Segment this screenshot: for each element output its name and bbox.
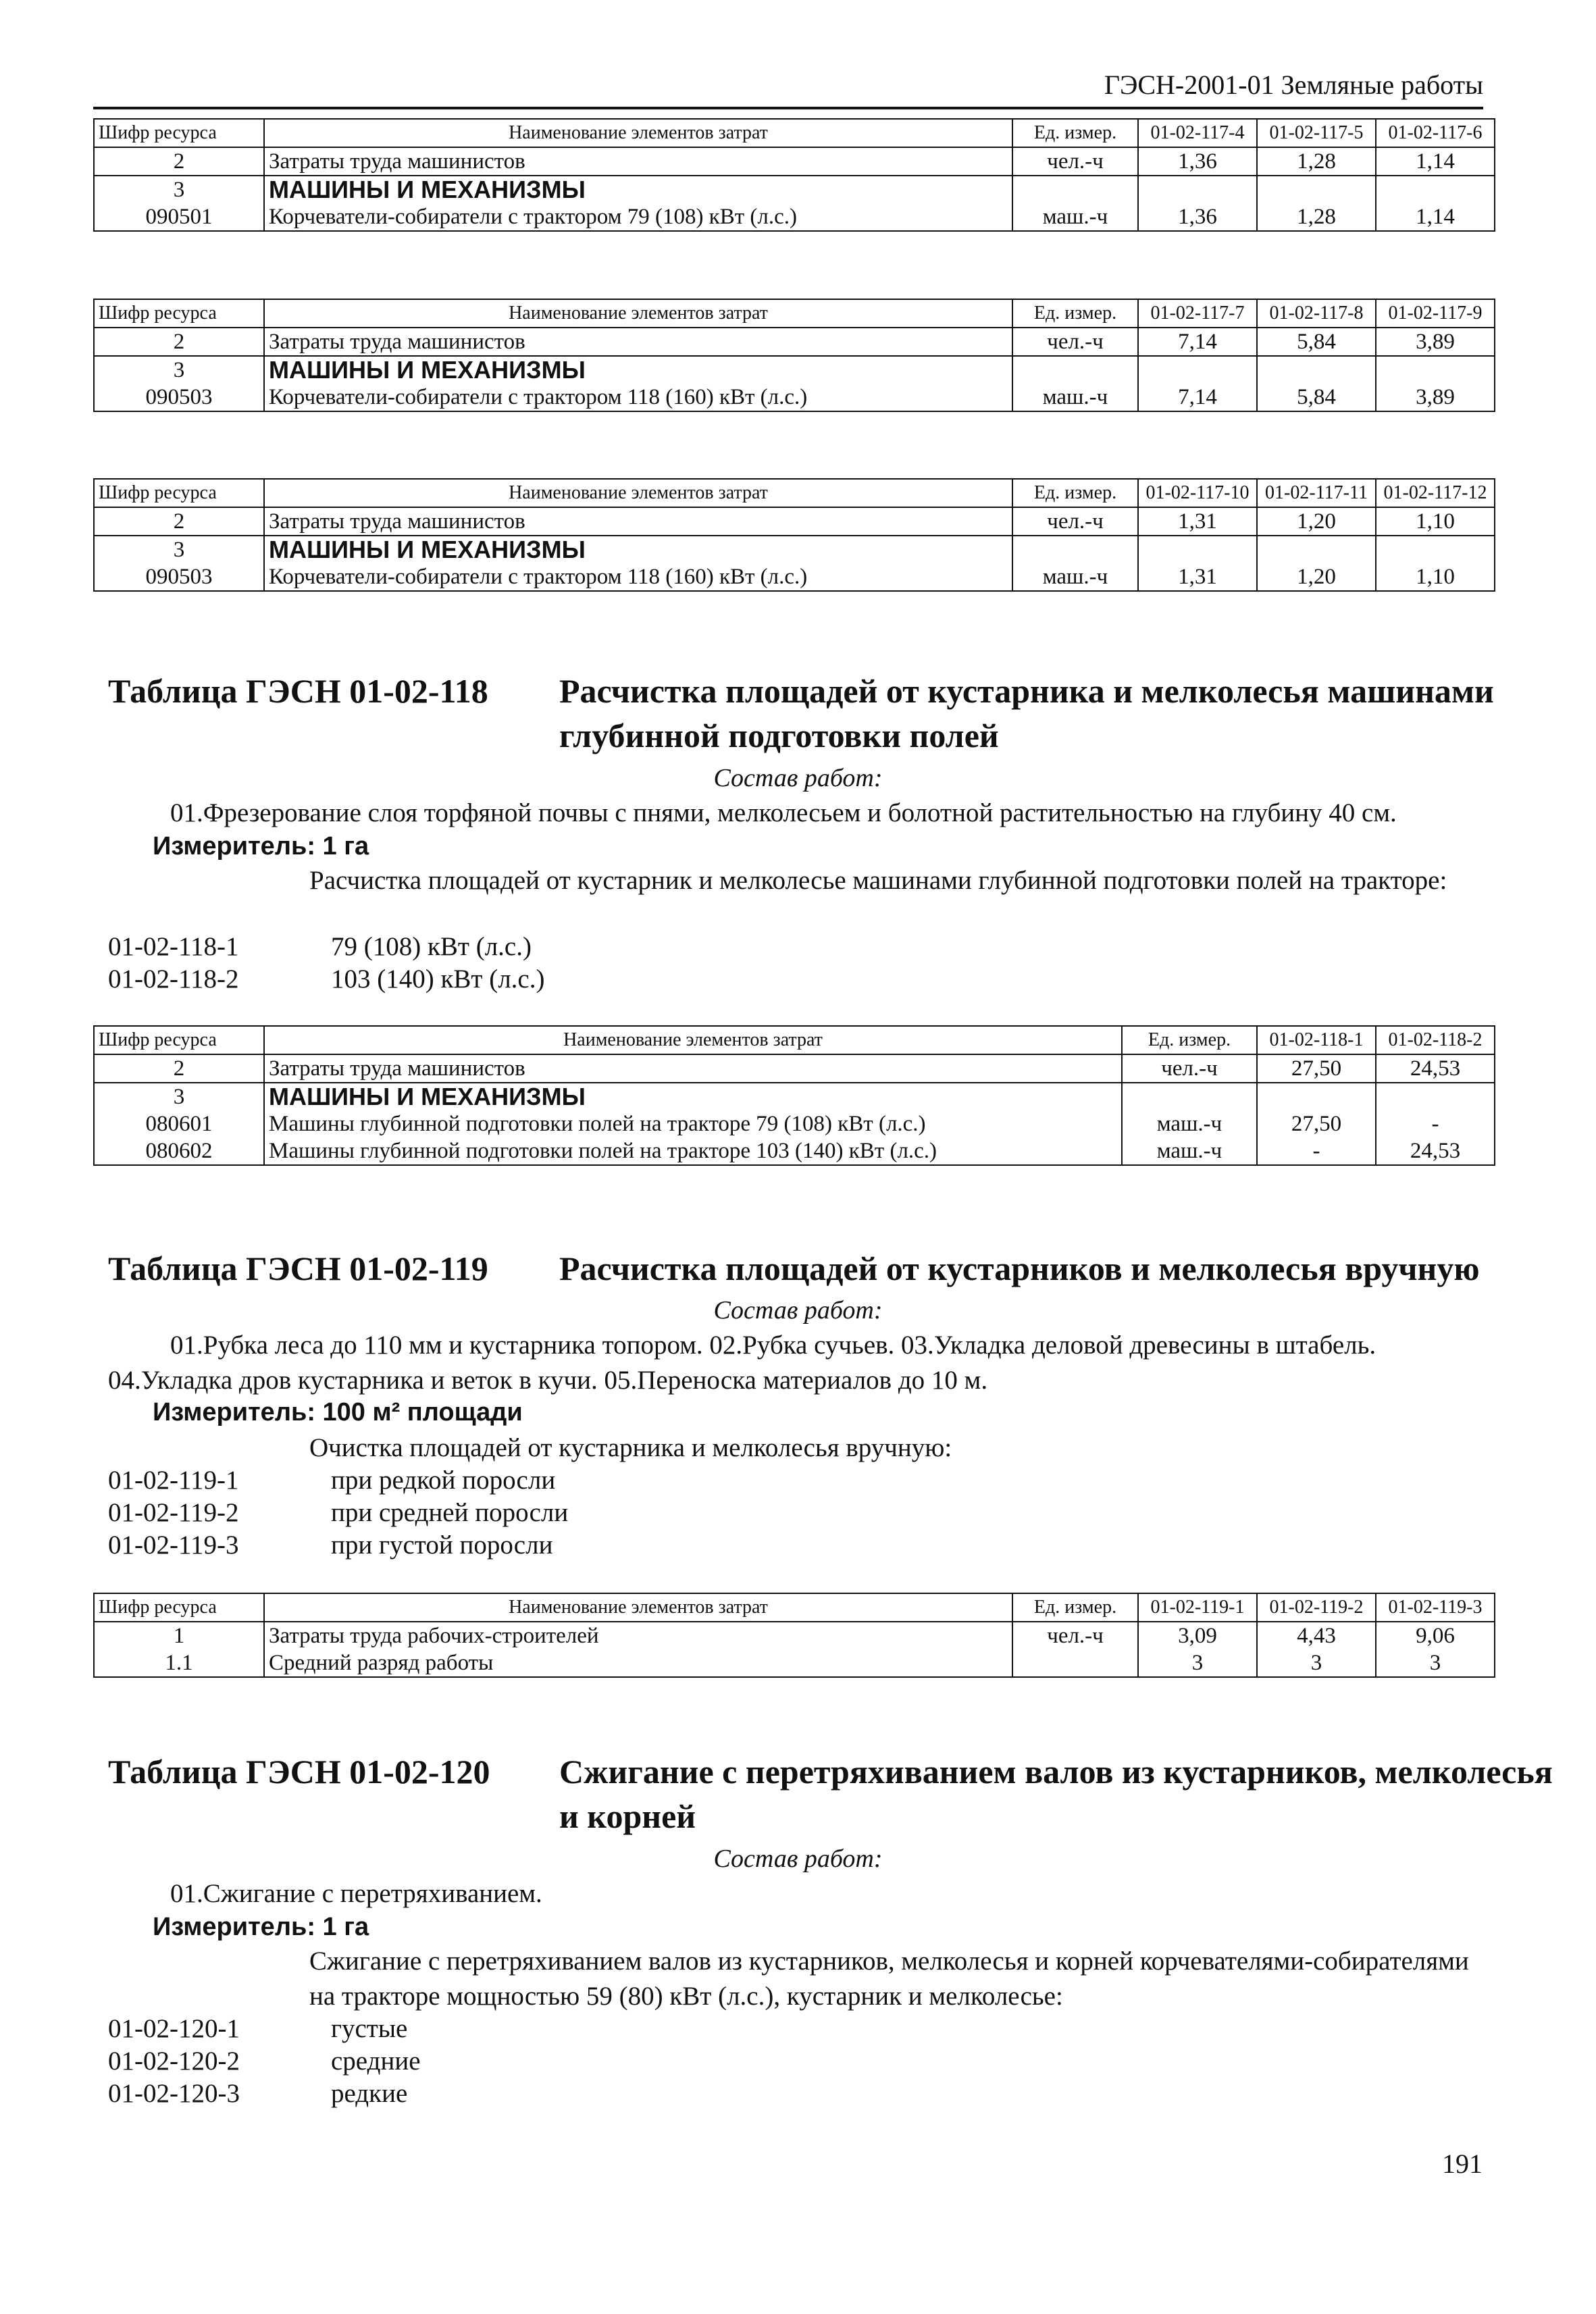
table-header-row xyxy=(94,119,1495,147)
cell-group-name: МАШИНЫ И МЕХАНИЗМЫ xyxy=(264,1083,1122,1110)
works-intro: Сжигание с перетряхиванием валов из кустарников, мелколесья и корней корчевателями-собирателями на тракторе мощностью 59 (80) кВт (л.с.), кустарник и мелколесье: xyxy=(309,1947,1469,2011)
table-group-row xyxy=(94,1083,1495,1110)
section-120-heading xyxy=(108,1749,1553,1837)
cell-value: 1,36 xyxy=(1138,147,1257,176)
table-header-row xyxy=(94,1593,1495,1622)
cell-value xyxy=(1376,176,1495,203)
cell-unit xyxy=(1122,1083,1257,1110)
table-number: Таблица ГЭСН 01-02-119 xyxy=(108,1250,488,1287)
cell-code: 2 xyxy=(94,1054,264,1083)
table-row xyxy=(94,384,1495,411)
section-119-heading xyxy=(108,1246,1499,1291)
col-header-unit: Ед. измер. xyxy=(1012,119,1138,147)
table-header-row xyxy=(94,299,1495,328)
col-header-id: 01-02-117-4 xyxy=(1138,119,1257,147)
col-header-id: 01-02-117-12 xyxy=(1376,479,1495,507)
col-header-name: Наименование элементов затрат xyxy=(264,1026,1122,1054)
composition-text: 01.Фрезерование слоя торфяной почвы с пнями, мелколесьем и болотной растительностью на глубину 40 см. xyxy=(170,798,1397,827)
cell-code: 090501 xyxy=(94,203,264,231)
cell-code: 080601 xyxy=(94,1110,264,1137)
cell-name: Средний разряд работы xyxy=(264,1649,1012,1677)
item-text: при густой поросли xyxy=(331,1531,553,1560)
item-code: 01-02-118-2 xyxy=(108,965,239,994)
cell-value xyxy=(1376,1083,1495,1110)
cell-value xyxy=(1257,176,1376,203)
cell-value: 1,36 xyxy=(1138,203,1257,231)
col-header-unit: Ед. измер. xyxy=(1122,1026,1257,1054)
cell-value xyxy=(1376,536,1495,563)
cell-value: 1,10 xyxy=(1376,563,1495,591)
table-group-row xyxy=(94,176,1495,203)
cell-name: Корчеватели-собиратели с трактором 118 (160) кВт (л.с.) xyxy=(264,563,1012,591)
cell-group-name: МАШИНЫ И МЕХАНИЗМЫ xyxy=(264,536,1012,563)
cell-unit xyxy=(1012,176,1138,203)
meter-label: Измеритель: 1 га xyxy=(153,1913,369,1941)
list-item xyxy=(108,2013,919,2045)
cell-value: 1,28 xyxy=(1257,203,1376,231)
col-header-unit: Ед. измер. xyxy=(1012,299,1138,328)
cell-value: 9,06 xyxy=(1376,1622,1495,1649)
table-number: Таблица ГЭСН 01-02-118 xyxy=(108,672,488,710)
cell-unit xyxy=(1012,536,1138,563)
works-list xyxy=(108,1464,919,1562)
item-text: средние xyxy=(331,2047,421,2076)
col-header-id: 01-02-118-2 xyxy=(1376,1026,1495,1054)
cell-value: 3,89 xyxy=(1376,384,1495,411)
item-text: 103 (140) кВт (л.с.) xyxy=(331,965,545,994)
composition-label: Состав работ: xyxy=(713,1845,883,1873)
cell-unit: маш.-ч xyxy=(1012,563,1138,591)
cell-value: 24,53 xyxy=(1376,1137,1495,1165)
cell-value xyxy=(1138,536,1257,563)
cell-name: Машины глубинной подготовки полей на тракторе 79 (108) кВт (л.с.) xyxy=(264,1110,1122,1137)
cell-value: 1,14 xyxy=(1376,203,1495,231)
col-header-id: 01-02-119-3 xyxy=(1376,1593,1495,1622)
list-item xyxy=(108,1464,919,1497)
cell-name: Затраты труда машинистов xyxy=(264,328,1012,356)
cell-value: 3,89 xyxy=(1376,328,1495,356)
resource-table-117-4-6 xyxy=(93,118,1495,232)
cell-value xyxy=(1257,356,1376,384)
col-header-id: 01-02-118-1 xyxy=(1257,1026,1376,1054)
table-row xyxy=(94,328,1495,356)
table-title: Расчистка площадей от кустарников и мелколесья вручную xyxy=(559,1250,1480,1287)
cell-value: - xyxy=(1376,1110,1495,1137)
cell-value: 1,20 xyxy=(1257,563,1376,591)
item-text: редкие xyxy=(331,2079,408,2108)
resource-table-118 xyxy=(93,1025,1495,1166)
works-intro: Расчистка площадей от кустарник и мелколесье машинами глубинной подготовки полей на тракторе: xyxy=(309,866,1447,895)
col-header-name: Наименование элементов затрат xyxy=(264,299,1012,328)
cell-group-name: МАШИНЫ И МЕХАНИЗМЫ xyxy=(264,176,1012,203)
header-rule xyxy=(93,107,1483,109)
item-text: при средней поросли xyxy=(331,1498,569,1527)
list-item xyxy=(108,963,919,996)
page-number: 191 xyxy=(1442,2149,1483,2179)
cell-value xyxy=(1376,356,1495,384)
col-header-id: 01-02-119-2 xyxy=(1257,1593,1376,1622)
cell-code: 1.1 xyxy=(94,1649,264,1677)
cell-value: 1,20 xyxy=(1257,507,1376,536)
cell-value: 3 xyxy=(1138,1649,1257,1677)
table-number: Таблица ГЭСН 01-02-120 xyxy=(108,1753,490,1791)
cell-value: 1,28 xyxy=(1257,147,1376,176)
cell-unit: маш.-ч xyxy=(1122,1137,1257,1165)
cell-code: 3 xyxy=(94,536,264,563)
col-header-code: Шифр ресурса xyxy=(94,1593,264,1622)
col-header-id: 01-02-117-10 xyxy=(1138,479,1257,507)
cell-value: 24,53 xyxy=(1376,1054,1495,1083)
cell-value: - xyxy=(1257,1137,1376,1165)
list-item xyxy=(108,2045,919,2078)
cell-code: 2 xyxy=(94,147,264,176)
item-text: густые xyxy=(331,2014,408,2043)
table-row xyxy=(94,203,1495,231)
item-code: 01-02-119-3 xyxy=(108,1531,239,1560)
cell-code: 2 xyxy=(94,507,264,536)
cell-unit: маш.-ч xyxy=(1012,203,1138,231)
works-intro: Очистка площадей от кустарника и мелколесья вручную: xyxy=(309,1433,952,1462)
meter-label: Измеритель: 1 га xyxy=(153,832,369,860)
col-header-code: Шифр ресурса xyxy=(94,1026,264,1054)
table-row xyxy=(94,507,1495,536)
item-code: 01-02-120-2 xyxy=(108,2047,240,2076)
col-header-id: 01-02-117-6 xyxy=(1376,119,1495,147)
cell-name: Затраты труда машинистов xyxy=(264,147,1012,176)
cell-unit: маш.-ч xyxy=(1122,1110,1257,1137)
cell-value xyxy=(1138,356,1257,384)
item-text: 79 (108) кВт (л.с.) xyxy=(331,932,532,961)
item-code: 01-02-118-1 xyxy=(108,932,239,961)
list-item xyxy=(108,1529,919,1562)
cell-group-name: МАШИНЫ И МЕХАНИЗМЫ xyxy=(264,356,1012,384)
col-header-id: 01-02-117-5 xyxy=(1257,119,1376,147)
cell-code: 090503 xyxy=(94,563,264,591)
item-text: при редкой поросли xyxy=(331,1466,556,1495)
cell-value: 1,31 xyxy=(1138,563,1257,591)
table-group-row xyxy=(94,536,1495,563)
cell-value: 1,31 xyxy=(1138,507,1257,536)
cell-value: 5,84 xyxy=(1257,384,1376,411)
list-item xyxy=(108,931,919,963)
meter-label: Измеритель: 100 м² площади xyxy=(153,1398,523,1426)
cell-code: 2 xyxy=(94,328,264,356)
item-code: 01-02-120-1 xyxy=(108,2014,240,2043)
col-header-id: 01-02-117-11 xyxy=(1257,479,1376,507)
list-item xyxy=(108,1497,919,1529)
table-row xyxy=(94,1649,1495,1677)
table-row xyxy=(94,1137,1495,1165)
cell-unit: чел.-ч xyxy=(1122,1054,1257,1083)
cell-value: 3,09 xyxy=(1138,1622,1257,1649)
cell-unit: чел.-ч xyxy=(1012,1622,1138,1649)
cell-name: Затраты труда машинистов xyxy=(264,507,1012,536)
cell-value: 4,43 xyxy=(1257,1622,1376,1649)
cell-name: Затраты труда машинистов xyxy=(264,1054,1122,1083)
cell-code: 1 xyxy=(94,1622,264,1649)
cell-name: Корчеватели-собиратели с трактором 79 (108) кВт (л.с.) xyxy=(264,203,1012,231)
table-group-row xyxy=(94,356,1495,384)
cell-unit xyxy=(1012,356,1138,384)
cell-unit: маш.-ч xyxy=(1012,384,1138,411)
resource-table-117-7-9 xyxy=(93,299,1495,412)
col-header-unit: Ед. измер. xyxy=(1012,479,1138,507)
cell-unit: чел.-ч xyxy=(1012,507,1138,536)
cell-value: 1,10 xyxy=(1376,507,1495,536)
item-code: 01-02-119-1 xyxy=(108,1466,239,1495)
running-header: ГЭСН-2001-01 Земляные работы xyxy=(1104,70,1483,100)
table-header-row xyxy=(94,479,1495,507)
cell-unit: чел.-ч xyxy=(1012,147,1138,176)
cell-value xyxy=(1138,176,1257,203)
table-header-row xyxy=(94,1026,1495,1054)
col-header-unit: Ед. измер. xyxy=(1012,1593,1138,1622)
col-header-id: 01-02-117-7 xyxy=(1138,299,1257,328)
cell-name: Корчеватели-собиратели с трактором 118 (160) кВт (л.с.) xyxy=(264,384,1012,411)
resource-table-117-10-12 xyxy=(93,478,1495,592)
cell-value xyxy=(1257,1083,1376,1110)
col-header-id: 01-02-117-8 xyxy=(1257,299,1376,328)
cell-value: 3 xyxy=(1257,1649,1376,1677)
col-header-id: 01-02-119-1 xyxy=(1138,1593,1257,1622)
col-header-name: Наименование элементов затрат xyxy=(264,1593,1012,1622)
table-row xyxy=(94,1110,1495,1137)
cell-code: 080602 xyxy=(94,1137,264,1165)
composition-label: Состав работ: xyxy=(713,1296,883,1325)
cell-name: Машины глубинной подготовки полей на тракторе 103 (140) кВт (л.с.) xyxy=(264,1137,1122,1165)
composition-text: 01.Сжигание с перетряхиванием. xyxy=(170,1879,542,1908)
section-118-heading xyxy=(108,669,1494,756)
col-header-id: 01-02-117-9 xyxy=(1376,299,1495,328)
composition-text: 01.Рубка леса до 110 мм и кустарника топором. 02.Рубка сучьев. 03.Укладка деловой древесины в штабель. 04.Укладка дров кустарника и веток в кучи. 05.Переноска материалов до 10 м. xyxy=(108,1331,1376,1395)
cell-value xyxy=(1257,536,1376,563)
table-title: Расчистка площадей от кустарника и мелколесья машинами глубинной подготовки полей xyxy=(559,672,1494,754)
cell-code: 3 xyxy=(94,1083,264,1110)
cell-value: 7,14 xyxy=(1138,384,1257,411)
cell-unit xyxy=(1012,1649,1138,1677)
cell-value: 3 xyxy=(1376,1649,1495,1677)
composition-label: Состав работ: xyxy=(713,764,883,792)
cell-value: 5,84 xyxy=(1257,328,1376,356)
list-item xyxy=(108,2078,919,2110)
cell-code: 3 xyxy=(94,356,264,384)
cell-value: 7,14 xyxy=(1138,328,1257,356)
table-row xyxy=(94,147,1495,176)
col-header-code: Шифр ресурса xyxy=(94,119,264,147)
works-list xyxy=(108,2013,919,2110)
cell-value: 27,50 xyxy=(1257,1054,1376,1083)
cell-name: Затраты труда рабочих-строителей xyxy=(264,1622,1012,1649)
col-header-code: Шифр ресурса xyxy=(94,299,264,328)
cell-value: 1,14 xyxy=(1376,147,1495,176)
table-row xyxy=(94,1054,1495,1083)
table-row xyxy=(94,563,1495,591)
item-code: 01-02-119-2 xyxy=(108,1498,239,1527)
cell-unit: чел.-ч xyxy=(1012,328,1138,356)
table-row xyxy=(94,1622,1495,1649)
cell-value: 27,50 xyxy=(1257,1110,1376,1137)
cell-code: 3 xyxy=(94,176,264,203)
item-code: 01-02-120-3 xyxy=(108,2079,240,2108)
table-title: Сжигание с перетряхиванием валов из кустарников, мелколесья и корней xyxy=(559,1753,1553,1835)
col-header-name: Наименование элементов затрат xyxy=(264,479,1012,507)
col-header-code: Шифр ресурса xyxy=(94,479,264,507)
col-header-name: Наименование элементов затрат xyxy=(264,119,1012,147)
cell-code: 090503 xyxy=(94,384,264,411)
resource-table-119 xyxy=(93,1593,1495,1678)
works-list xyxy=(108,931,919,996)
